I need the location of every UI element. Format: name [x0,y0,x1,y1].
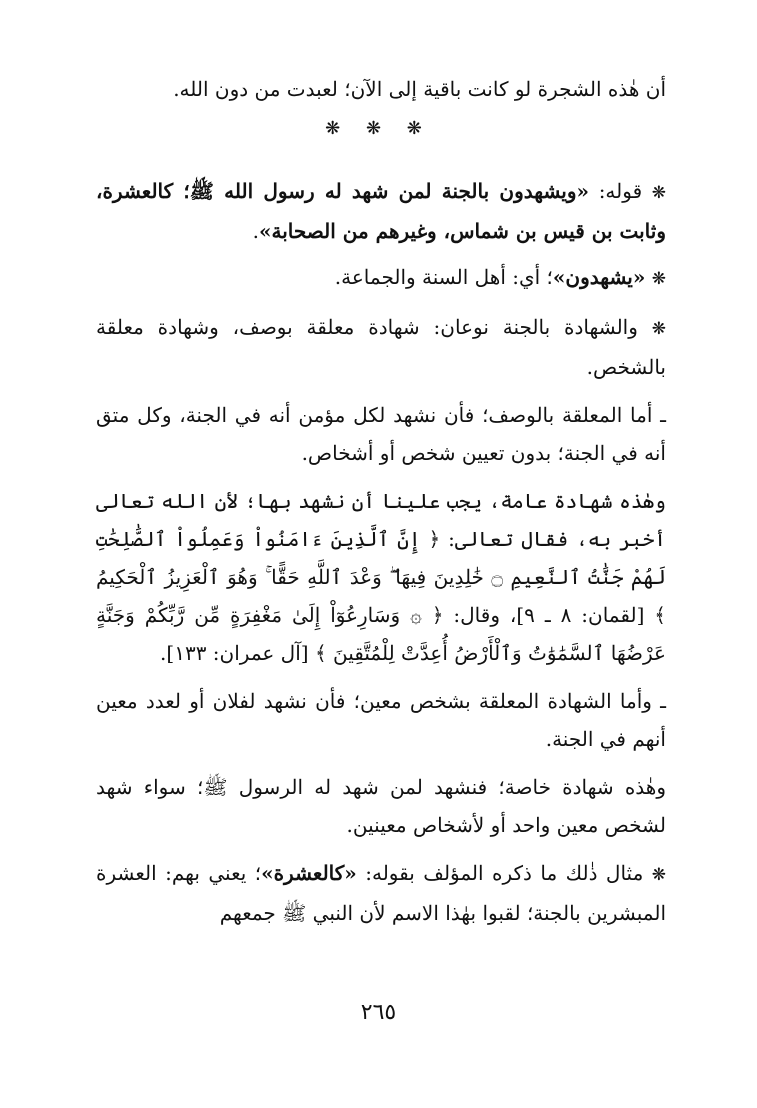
quote-bold: «ويشهدون بالجنة لمن شهد له رسول الله ﷺ؛ كالعشرة، وثابت بن قيس بن شماس، وغيرهم من الصحابة» [96,179,666,243]
quran-verse-2: ﴿ ۞ وَسَارِعُوٓاْ إِلَىٰ مَغْفِرَةٍ مِّن رَّبِّكُمْ وَجَنَّةٍ عَرْضُهَا ٱلسَّمَٰوَٰتُ وَٱلْأَرْضُ أُعِدَّتْ لِلْمُتَّقِينَ ﴾ [96,603,666,665]
example-bold: «كالعشرة» [261,861,357,885]
paragraph-yashhadun [96,258,666,298]
two-types-text: والشهادة بالجنة نوعان: شهادة معلقة بوصف، وشهادة معلقة بالشخص. [96,315,666,379]
section-separator: ❋ ❋ ❋ [325,118,432,139]
paragraph-example [96,854,666,932]
example-rest: ؛ يعني بهم: العشرة المبشرين بالجنة؛ لقبوا بهٰذا الاسم لأن النبي ﷺ جمعهم [96,861,666,925]
paragraph-by-description: ـ أما المعلقة بالوصف؛ فأن نشهد لكل مؤمن أنه في الجنة، وكل متق أنه في الجنة؛ بدون تعيين شخص أو أشخاص. [96,403,666,465]
verse-ref-2: [آل عمران: ١٣٣]. [160,641,309,665]
paragraph-two-types [96,308,666,386]
paragraph-specific-person: ـ وأما الشهادة المعلقة بشخص معين؛ فأن نشهد لفلان أو لعدد معين أنهم في الجنة. [96,689,666,751]
verse-ref-1: [لقمان: ٨ ـ ٩]، وقال: [453,603,645,627]
term-bold: «يشهدون» [552,265,646,289]
opening-text: أن هٰذه الشجرة لو كانت باقية إلى الآن؛ لعبدت من دون الله. [173,77,666,101]
main-text [96,172,666,932]
opening-line [96,70,666,108]
general-intro: وهٰذه شهادة عامة، يجب علينا أن نشهد بها؛ لأن الله تعالى أخبر به، فقال تعالى: [96,489,667,551]
quote-prefix: قوله: [598,179,643,203]
example-prefix: مثال ذٰلك ما ذكره المؤلف بقوله: [365,861,644,885]
star-icon: ❋ [651,269,666,289]
paragraph-quote-1 [96,172,666,250]
page-number: ٢٦٥ [360,1000,397,1025]
term-explanation: ؛ أي: أهل السنة والجماعة. [334,265,553,289]
star-icon: ❋ [651,319,666,339]
paragraph-general-testimony [96,482,666,672]
star-icon: ❋ [651,183,667,203]
quote-suffix: . [252,219,259,243]
paragraph-special-testimony: وهٰذه شهادة خاصة؛ فنشهد لمن شهد له الرسول ﷺ؛ سواء شهد لشخص معين واحد أو لأشخاص معينين. [96,775,666,837]
quran-verse-1: ﴿ إِنَّ ٱلَّذِينَ ءَامَنُواْ وَعَمِلُواْ ٱلصَّٰلِحَٰتِ لَهُمْ جَنَّٰتُ ٱلنَّعِيمِ ۝ خَٰلِدِينَ فِيهَا ۖ وَعْدَ ٱللَّهِ حَقًّا ۚ وَهُوَ ٱلْعَزِيزُ ٱلْحَكِيمُ ﴾ [96,527,667,627]
star-icon: ❋ [651,865,666,885]
